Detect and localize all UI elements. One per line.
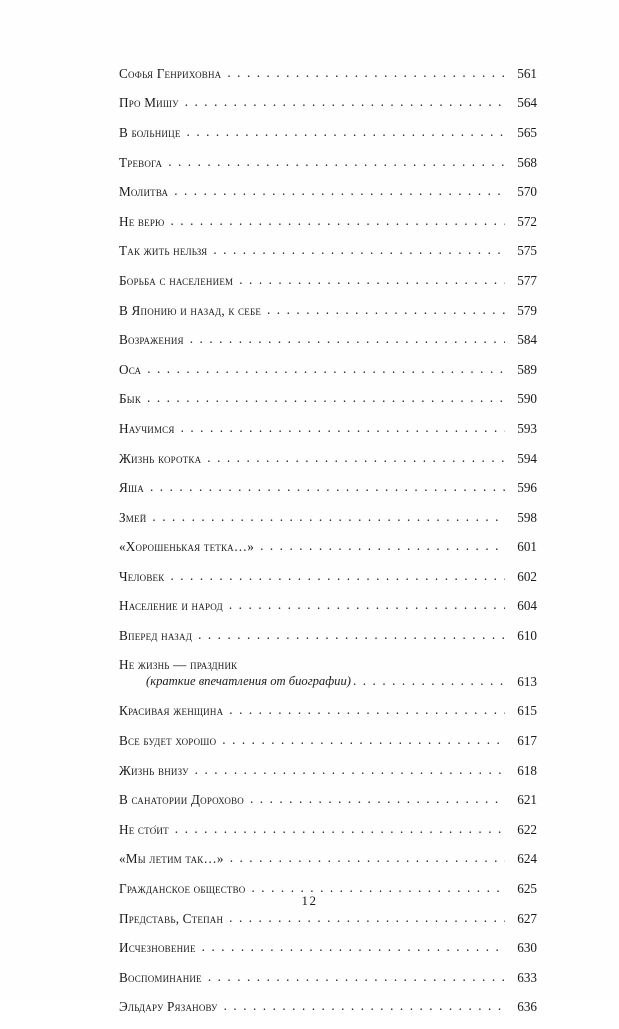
toc-entry-page: 575 <box>517 243 537 259</box>
toc-entry-title: Жизнь внизу <box>119 762 189 778</box>
toc-leader-dots <box>181 421 505 434</box>
toc-entry-page: 601 <box>517 539 537 555</box>
toc-leader-dots <box>190 332 505 345</box>
toc-entry-page: 564 <box>517 95 537 111</box>
toc-leader-dots <box>353 674 505 687</box>
toc-entry-page: 618 <box>517 762 537 778</box>
toc-entry <box>119 451 537 465</box>
toc-entry-title: Яша <box>119 480 144 496</box>
toc-entry-title: «Хорошенькая тетка…» <box>119 539 255 555</box>
toc-entry-page: 624 <box>517 851 537 867</box>
toc-entry <box>119 940 537 954</box>
toc-leader-dots <box>174 184 505 197</box>
toc-entry-title: В санатории Дорохово <box>119 792 244 808</box>
toc-entry-title: Борьба с населением <box>119 272 234 288</box>
toc-leader-dots <box>208 970 505 983</box>
toc-entry-page: 604 <box>517 598 537 614</box>
toc-entry-title: Вперед назад <box>119 628 193 644</box>
toc-entry-title: Представь, Степан <box>119 910 224 926</box>
toc-entry <box>119 155 537 169</box>
toc-entry-page: 617 <box>517 733 537 749</box>
toc-entry-page: 622 <box>517 821 537 837</box>
page-number: 12 <box>301 893 318 908</box>
toc-entry <box>119 125 537 139</box>
toc-entry <box>119 66 537 80</box>
toc-leader-dots <box>229 911 505 924</box>
toc-leader-dots <box>147 362 505 375</box>
toc-entry-page: 636 <box>517 999 537 1015</box>
toc-entry-title: Тревога <box>119 154 163 170</box>
toc-entry-page: 633 <box>517 969 537 985</box>
toc-entry <box>119 540 537 554</box>
toc-entry <box>119 970 537 984</box>
toc-entry-page: 584 <box>517 332 537 348</box>
toc-leader-dots <box>222 733 505 746</box>
toc-entry-page: 613 <box>517 673 537 689</box>
toc-entry <box>119 569 537 583</box>
toc-entry <box>119 244 537 258</box>
toc-leader-dots <box>229 704 505 717</box>
toc-entry <box>119 303 537 317</box>
toc-leader-dots <box>175 822 505 835</box>
toc-entry-page: 572 <box>517 213 537 229</box>
toc-entry-page: 589 <box>517 361 537 377</box>
toc-entry <box>119 911 537 925</box>
toc-entry-title: Воспоминание <box>119 969 202 985</box>
table-of-contents <box>119 66 537 1029</box>
toc-entry <box>119 658 537 688</box>
toc-entry-page: 630 <box>517 940 537 956</box>
toc-leader-dots <box>168 155 505 168</box>
toc-leader-dots <box>152 510 505 523</box>
toc-entry-title: Софья Генриховна <box>119 65 222 81</box>
toc-entry <box>119 822 537 836</box>
toc-leader-dots <box>170 569 505 582</box>
toc-entry-subtitle: (краткие впечатления от биографии) <box>146 674 351 689</box>
toc-entry-title: Не сто́ит <box>119 821 169 837</box>
toc-leader-dots <box>224 1000 505 1013</box>
toc-entry-page: 577 <box>517 272 537 288</box>
toc-leader-dots <box>260 540 505 553</box>
toc-entry-page: 593 <box>517 420 537 436</box>
toc-entry-page: 596 <box>517 480 537 496</box>
toc-entry <box>119 792 537 806</box>
toc-entry-title: В Японию и назад, к себе <box>119 302 262 318</box>
toc-entry <box>119 392 537 406</box>
toc-entry-title: Не верю <box>119 213 165 229</box>
toc-leader-dots <box>187 125 505 138</box>
toc-entry-title: Так жить нельзя <box>119 243 208 259</box>
toc-entry-title: Жизнь коротка <box>119 450 202 466</box>
toc-entry-page: 594 <box>517 450 537 466</box>
toc-entry-title: Змей <box>119 509 147 525</box>
toc-entry-title: В больнице <box>119 124 181 140</box>
toc-entry-title: Все будет хорошо <box>119 733 217 749</box>
toc-entry-title: «Мы летим так…» <box>119 851 224 867</box>
toc-leader-dots <box>267 303 505 316</box>
toc-entry-title: Оса <box>119 361 142 377</box>
toc-entry <box>119 273 537 287</box>
toc-entry-page: 590 <box>517 391 537 407</box>
toc-entry <box>119 763 537 777</box>
toc-leader-dots <box>198 628 505 641</box>
toc-leader-dots <box>213 244 505 257</box>
toc-entry <box>119 184 537 198</box>
toc-entry-page: 602 <box>517 568 537 584</box>
toc-entry-page: 568 <box>517 154 537 170</box>
toc-leader-dots <box>150 480 505 493</box>
toc-leader-dots <box>185 96 505 109</box>
toc-entry-page: 598 <box>517 509 537 525</box>
toc-entry <box>119 733 537 747</box>
toc-entry <box>119 510 537 524</box>
toc-leader-dots <box>147 392 505 405</box>
toc-entry-title: Возражения <box>119 332 184 348</box>
toc-entry-title: Исчезновение <box>119 940 196 956</box>
toc-entry <box>119 96 537 110</box>
toc-leader-dots <box>227 66 505 79</box>
toc-entry-title: Эльдару Рязанову <box>119 999 218 1015</box>
toc-leader-dots <box>230 852 505 865</box>
toc-entry-title: Красивая женщина <box>119 703 224 719</box>
toc-leader-dots <box>195 763 505 776</box>
toc-entry <box>119 332 537 346</box>
toc-entry-title: Население и народ <box>119 598 223 614</box>
toc-entry-page: 610 <box>517 628 537 644</box>
toc-entry-page: 570 <box>517 184 537 200</box>
toc-entry-title: Гражданское общество <box>119 881 246 897</box>
toc-entry-title: Бык <box>119 391 142 407</box>
toc-leader-dots <box>170 214 505 227</box>
toc-entry-page: 625 <box>517 881 537 897</box>
toc-entry-page: 615 <box>517 703 537 719</box>
toc-entry-title: Про Мишу <box>119 95 179 111</box>
toc-leader-dots <box>207 451 505 464</box>
toc-entry-page: 561 <box>517 65 537 81</box>
toc-entry-title: Научимся <box>119 420 175 436</box>
toc-entry-page: 627 <box>517 910 537 926</box>
toc-entry-title: Молитва <box>119 184 169 200</box>
toc-entry <box>119 1000 537 1014</box>
toc-entry-page: 579 <box>517 302 537 318</box>
toc-leader-dots <box>250 792 505 805</box>
toc-entry-page: 621 <box>517 792 537 808</box>
toc-entry <box>119 480 537 494</box>
toc-entry-title: Не жизнь — праздник <box>119 656 238 672</box>
toc-entry-title: Человек <box>119 568 165 584</box>
toc-entry <box>119 704 537 718</box>
toc-entry <box>119 214 537 228</box>
toc-entry <box>119 599 537 613</box>
toc-entry <box>119 852 537 866</box>
toc-leader-dots <box>229 599 505 612</box>
toc-entry <box>119 421 537 435</box>
toc-entry-page: 565 <box>517 124 537 140</box>
toc-leader-dots <box>239 273 505 286</box>
toc-leader-dots <box>202 940 505 953</box>
toc-entry <box>119 628 537 642</box>
toc-entry <box>119 362 537 376</box>
